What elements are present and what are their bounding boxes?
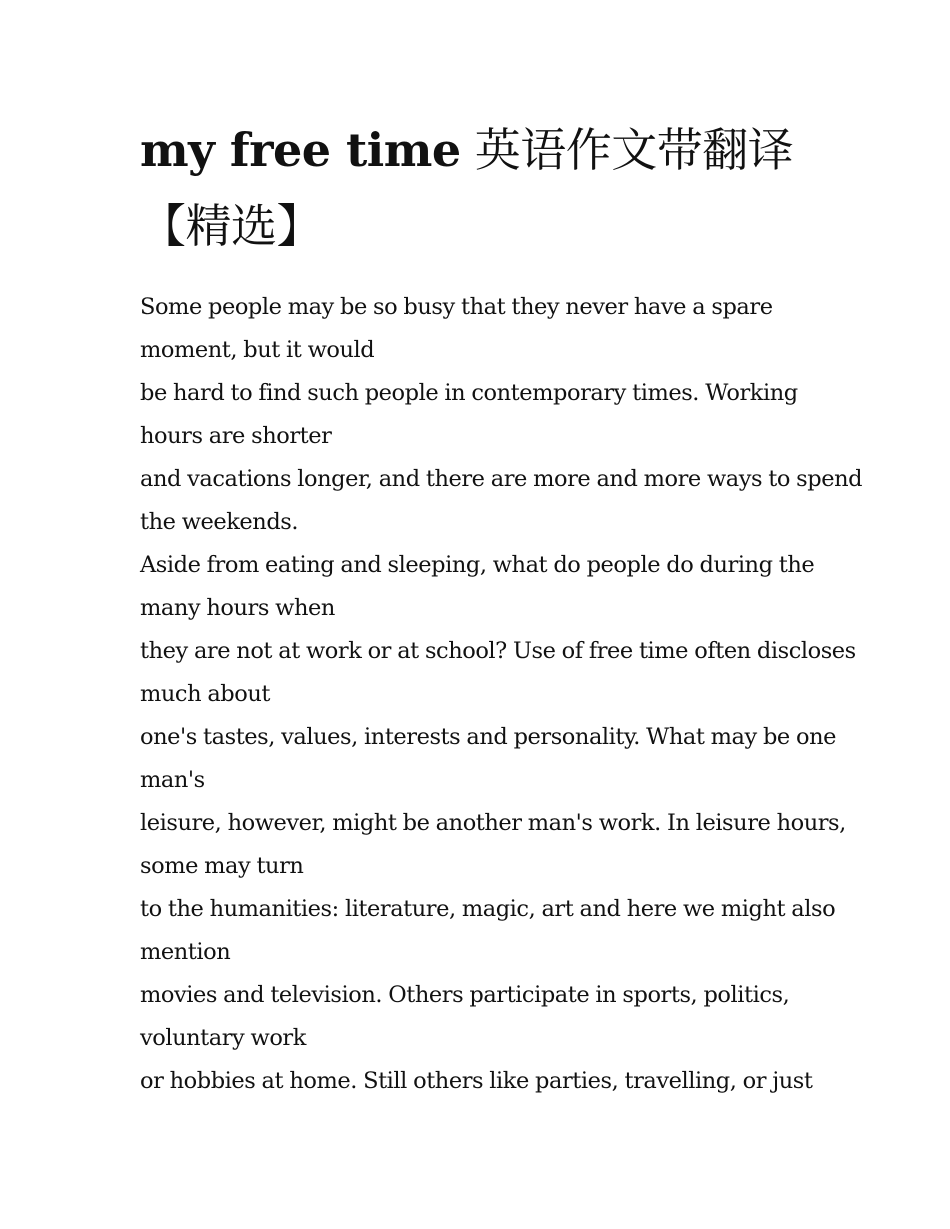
text-line: to the humanities: literature, magic, art and here we might also [140,896,836,922]
text-line: one's tastes, values, interests and personality. What may be one [140,724,836,750]
text-line: be hard to find such people in contemporary times. Working [140,380,798,406]
text-line: moment, but it would [140,337,375,363]
text-line: mention [140,939,231,965]
document-page [140,112,863,1103]
text-line: voluntary work [140,1025,306,1051]
document-body [140,286,863,1103]
text-line: many hours when [140,595,335,621]
text-line: man's [140,767,205,793]
text-line: or hobbies at home. Still others like parties, travelling, or just [140,1068,813,1094]
text-line: leisure, however, might be another man's work. In leisure hours, [140,810,846,836]
text-line: hours are shorter [140,423,332,449]
text-line: some may turn [140,853,304,879]
text-line: Some people may be so busy that they never have a spare [140,294,773,320]
document-title [140,112,820,264]
text-line: much about [140,681,270,707]
title-chinese: 英语作文带翻译【精选】 [140,123,794,253]
text-line: they are not at work or at school? Use of free time often discloses [140,638,856,664]
text-line: movies and television. Others participate in sports, politics, [140,982,790,1008]
title-english: my free time [140,123,461,177]
text-line: the weekends. [140,509,299,535]
text-line: and vacations longer, and there are more and more ways to spend [140,466,863,492]
text-line: Aside from eating and sleeping, what do people do during the [140,552,815,578]
